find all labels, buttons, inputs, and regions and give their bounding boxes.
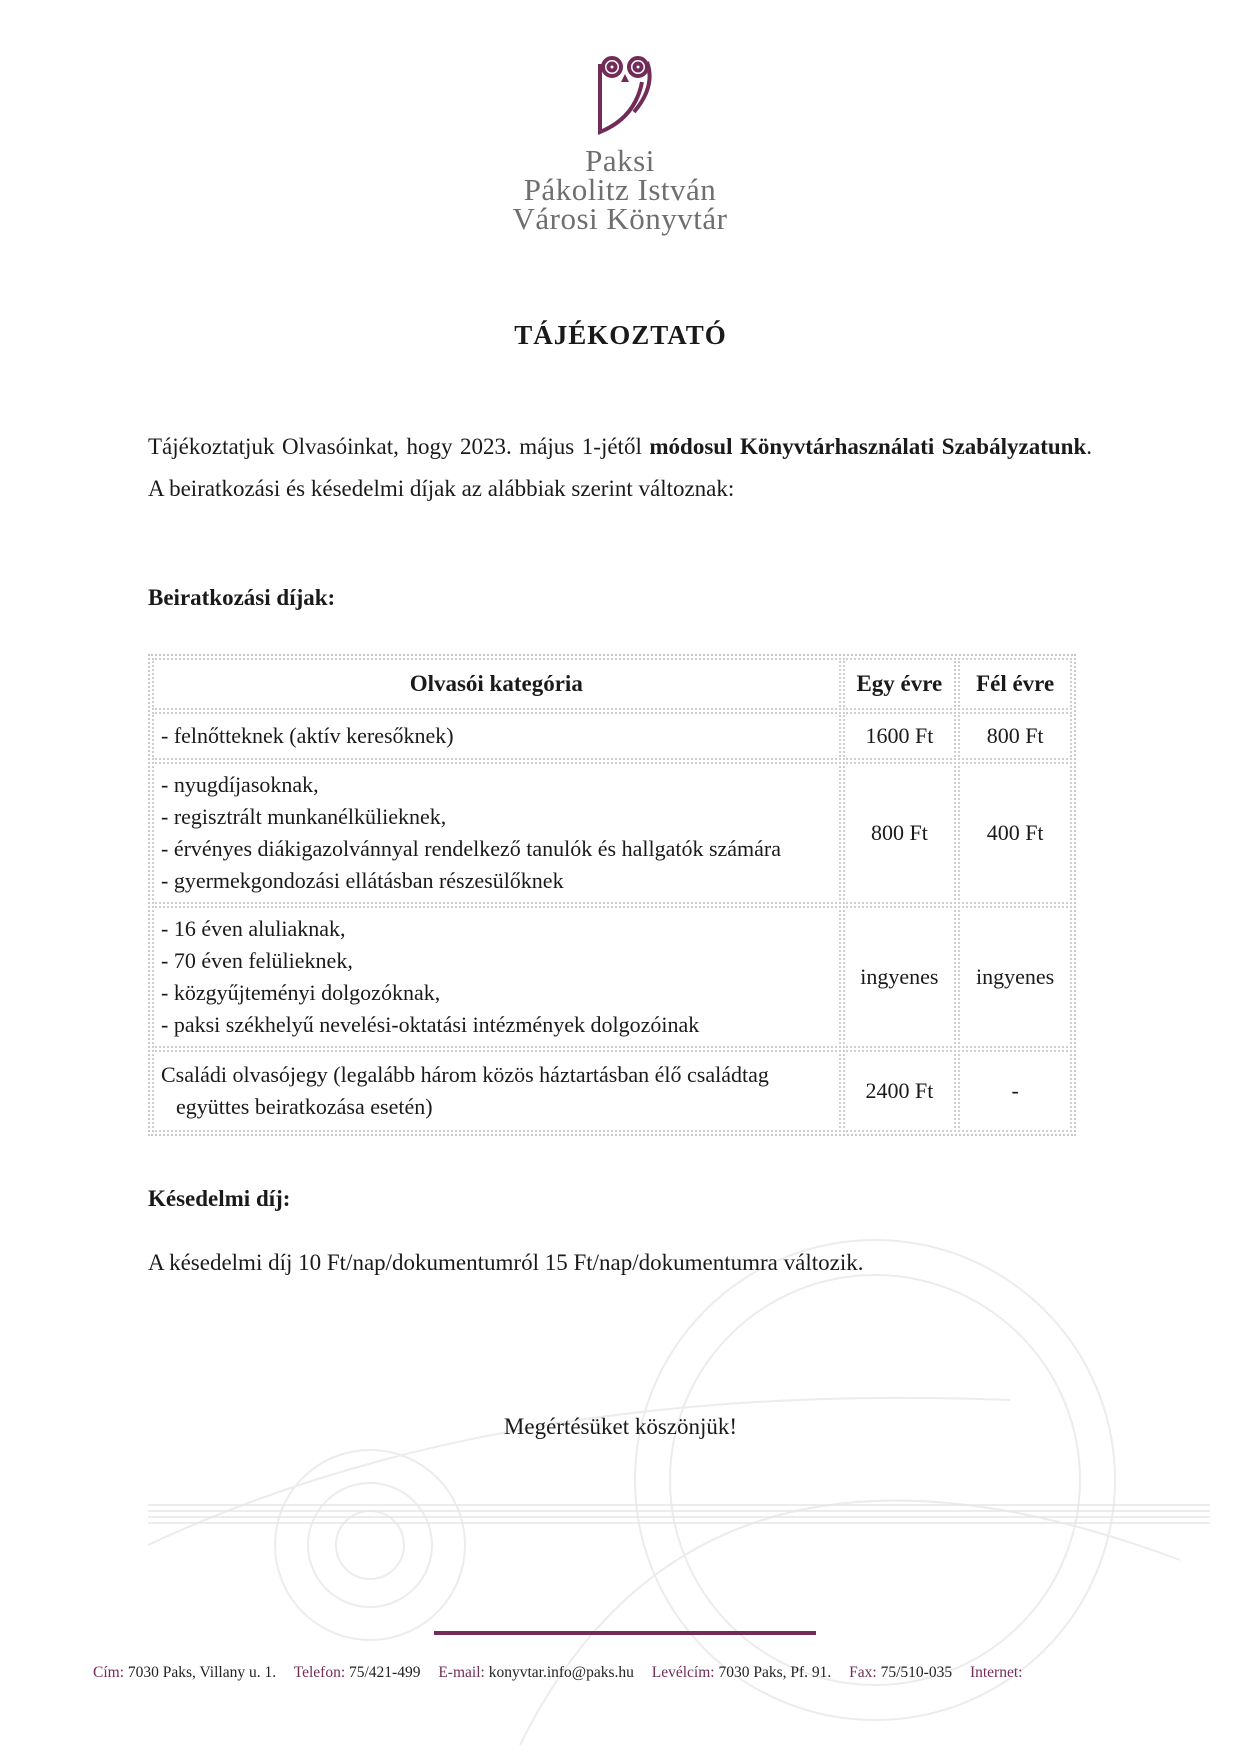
table-row xyxy=(152,1050,1072,1132)
category-line: - paksi székhelyű nevelési-oktatási intézmények dolgozóinak xyxy=(161,1012,700,1037)
late-fee-heading: Késedelmi díj: xyxy=(148,1186,291,1211)
category-line: - nyugdíjasoknak, xyxy=(161,772,319,797)
column-header: Egy évre xyxy=(843,658,957,710)
category-cell xyxy=(152,1050,841,1132)
column-header: Fél évre xyxy=(958,658,1072,710)
category-line: - felnőtteknek (aktív keresőknek) xyxy=(161,723,454,748)
category-line: - 16 éven aluliaknak, xyxy=(161,916,346,941)
library-name-line: Paksi xyxy=(585,143,655,178)
phone-label: Telefon: xyxy=(293,1664,346,1681)
email-value: konyvtar.info@paks.hu xyxy=(488,1664,634,1681)
table-row xyxy=(152,762,1072,904)
library-name-line: Pákolitz István xyxy=(523,172,717,207)
category-line: - gyermekgondozási ellátásban részesülőknek xyxy=(161,868,564,893)
footer-divider xyxy=(434,1631,816,1635)
intro-paragraph xyxy=(148,426,1092,510)
category-cell xyxy=(152,712,841,760)
table-row xyxy=(152,712,1072,760)
address-label: Cím: xyxy=(93,1664,125,1681)
year-fee-cell: 800 Ft xyxy=(843,762,957,904)
half-year-fee-cell: - xyxy=(958,1050,1072,1132)
closing-text: Megértésüket köszönjük! xyxy=(503,1414,738,1439)
phone-value: 75/421-499 xyxy=(349,1664,421,1681)
category-line: - regisztrált munkanélkülieknek, xyxy=(161,804,447,829)
fax-label: Fax: xyxy=(849,1664,877,1681)
half-year-fee-cell: 400 Ft xyxy=(958,762,1072,904)
owl-icon xyxy=(590,52,670,142)
fax-value: 75/510-035 xyxy=(880,1664,953,1681)
column-header: Olvasói kategória xyxy=(152,658,841,710)
intro-text-end: . A beiratkozási és késedelmi díjak az alábbiak szerint változnak: xyxy=(148,434,1092,501)
post-value: 7030 Paks, Pf. 91. xyxy=(718,1664,832,1681)
page-title: TÁJÉKOZTATÓ xyxy=(514,320,727,350)
library-name xyxy=(420,143,820,236)
late-fee-text: A késedelmi díj 10 Ft/nap/dokumentumról 15 Ft/nap/dokumentumra változik. xyxy=(148,1250,864,1275)
category-line: - közgyűjteményi dolgozóknak, xyxy=(161,980,441,1005)
category-line: - 70 éven felülieknek, xyxy=(161,948,353,973)
category-cell xyxy=(152,762,841,904)
enrollment-fee-table xyxy=(148,654,1076,1136)
half-year-fee-cell: ingyenes xyxy=(958,906,1072,1048)
intro-text-start: Tájékoztatjuk Olvasóinkat, hogy 2023. május 1-jétől xyxy=(148,434,650,459)
email-label: E-mail: xyxy=(438,1664,485,1681)
intro-text-bold: módosul Könyvtárhasználati Szabályzatunk xyxy=(649,434,1087,459)
web-label: Internet: xyxy=(969,1664,1023,1681)
enrollment-heading: Beiratkozási díjak: xyxy=(148,585,336,610)
year-fee-cell: 1600 Ft xyxy=(843,712,957,760)
table-header-row xyxy=(152,658,1072,710)
year-fee-cell: ingyenes xyxy=(843,906,957,1048)
library-name-line: Városi Könyvtár xyxy=(512,201,728,236)
category-line: - érvényes diákigazolvánnyal rendelkező tanulók és hallgatók számára xyxy=(161,836,782,861)
year-fee-cell: 2400 Ft xyxy=(843,1050,957,1132)
post-label: Levélcím: xyxy=(651,1664,715,1681)
category-cell xyxy=(152,906,841,1048)
table-row xyxy=(152,906,1072,1048)
footer-contact xyxy=(93,1664,1233,1686)
category-line: Családi olvasójegy (legalább három közös háztartásban élő családtag együttes beiratkozása esetén) xyxy=(161,1062,769,1119)
address-value: 7030 Paks, Villany u. 1. xyxy=(127,1664,277,1681)
half-year-fee-cell: 800 Ft xyxy=(958,712,1072,760)
